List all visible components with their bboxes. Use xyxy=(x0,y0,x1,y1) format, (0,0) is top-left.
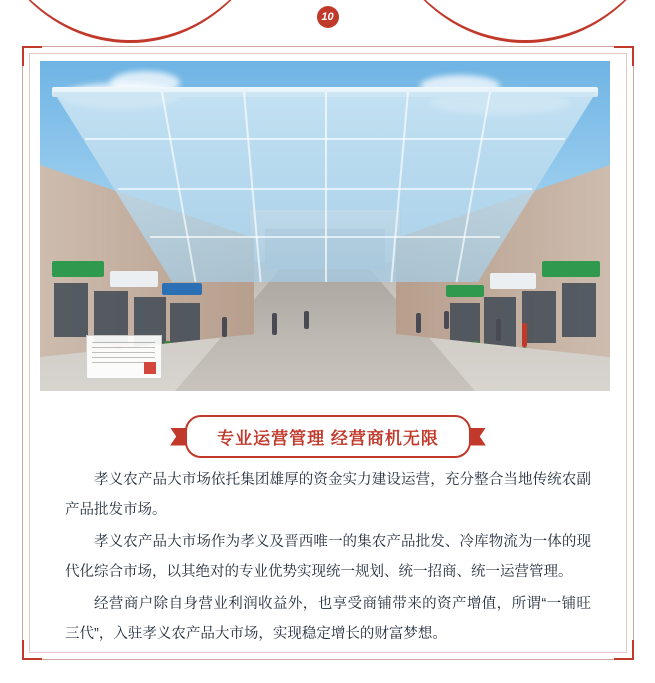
storefront-unit xyxy=(562,283,596,337)
floorplan-overlay xyxy=(86,335,162,379)
pedestrian-figure xyxy=(496,319,501,341)
headline-ribbon xyxy=(185,415,471,458)
canopy-rib xyxy=(325,92,327,282)
pedestrian-figure xyxy=(416,313,421,333)
shop-sign xyxy=(490,273,536,289)
canopy-rib xyxy=(243,92,262,282)
floorplan-swatch xyxy=(144,362,156,374)
corner-accent-bottom-right xyxy=(614,640,634,660)
market-rendering-illustration xyxy=(40,61,610,391)
page-number-badge: 10 xyxy=(317,6,339,28)
canopy-rib xyxy=(150,236,499,238)
shop-sign xyxy=(52,261,104,277)
canopy-rib xyxy=(161,92,197,282)
headline-ribbon-wrap xyxy=(23,415,633,458)
corner-accent-top-right xyxy=(614,46,634,66)
swoosh-left-arc xyxy=(0,0,280,43)
body-copy xyxy=(65,465,591,651)
content-card xyxy=(22,46,634,660)
swoosh-right-arc xyxy=(375,0,655,43)
pedestrian-figure xyxy=(272,313,277,335)
ribbon-tail-right-icon xyxy=(470,428,486,446)
shop-sign xyxy=(110,271,158,287)
paragraph-2: 孝义农产品大市场作为孝义及晋西唯一的集农产品批发、冷库物流为一体的现代化综合市场，以其绝对的专业优势实现统一规划、统一招商、统一运营管理。 xyxy=(65,534,591,580)
storefront-unit xyxy=(54,283,88,337)
paragraph-1: 孝义农产品大市场依托集团雄厚的资金实力建设运营，充分整合当地传统农副产品批发市场。 xyxy=(65,472,591,518)
canopy-rib xyxy=(390,92,409,282)
shop-sign xyxy=(542,261,600,277)
headline-text: 专业运营管理 经营商机无限 xyxy=(217,429,439,448)
corner-accent-top-left xyxy=(22,46,42,66)
canopy-rib xyxy=(118,188,533,190)
ribbon-tail-left-icon xyxy=(170,428,186,446)
pedestrian-figure xyxy=(444,311,449,329)
storefront-unit xyxy=(522,291,556,343)
pedestrian-figure xyxy=(304,311,309,329)
paragraph-3: 经营商户除自身营业利润收益外，也享受商铺带来的资产增值，所谓“一铺旺三代”，入驻孝义农产品大市场，实现稳定增长的财富梦想。 xyxy=(65,596,591,642)
pedestrian-figure xyxy=(222,317,227,337)
pedestrian-figure xyxy=(522,323,527,347)
canopy-rib xyxy=(455,92,491,282)
shop-sign xyxy=(162,283,202,295)
shop-sign xyxy=(446,285,484,297)
canopy-rib xyxy=(85,138,565,140)
corner-accent-bottom-left xyxy=(22,640,42,660)
